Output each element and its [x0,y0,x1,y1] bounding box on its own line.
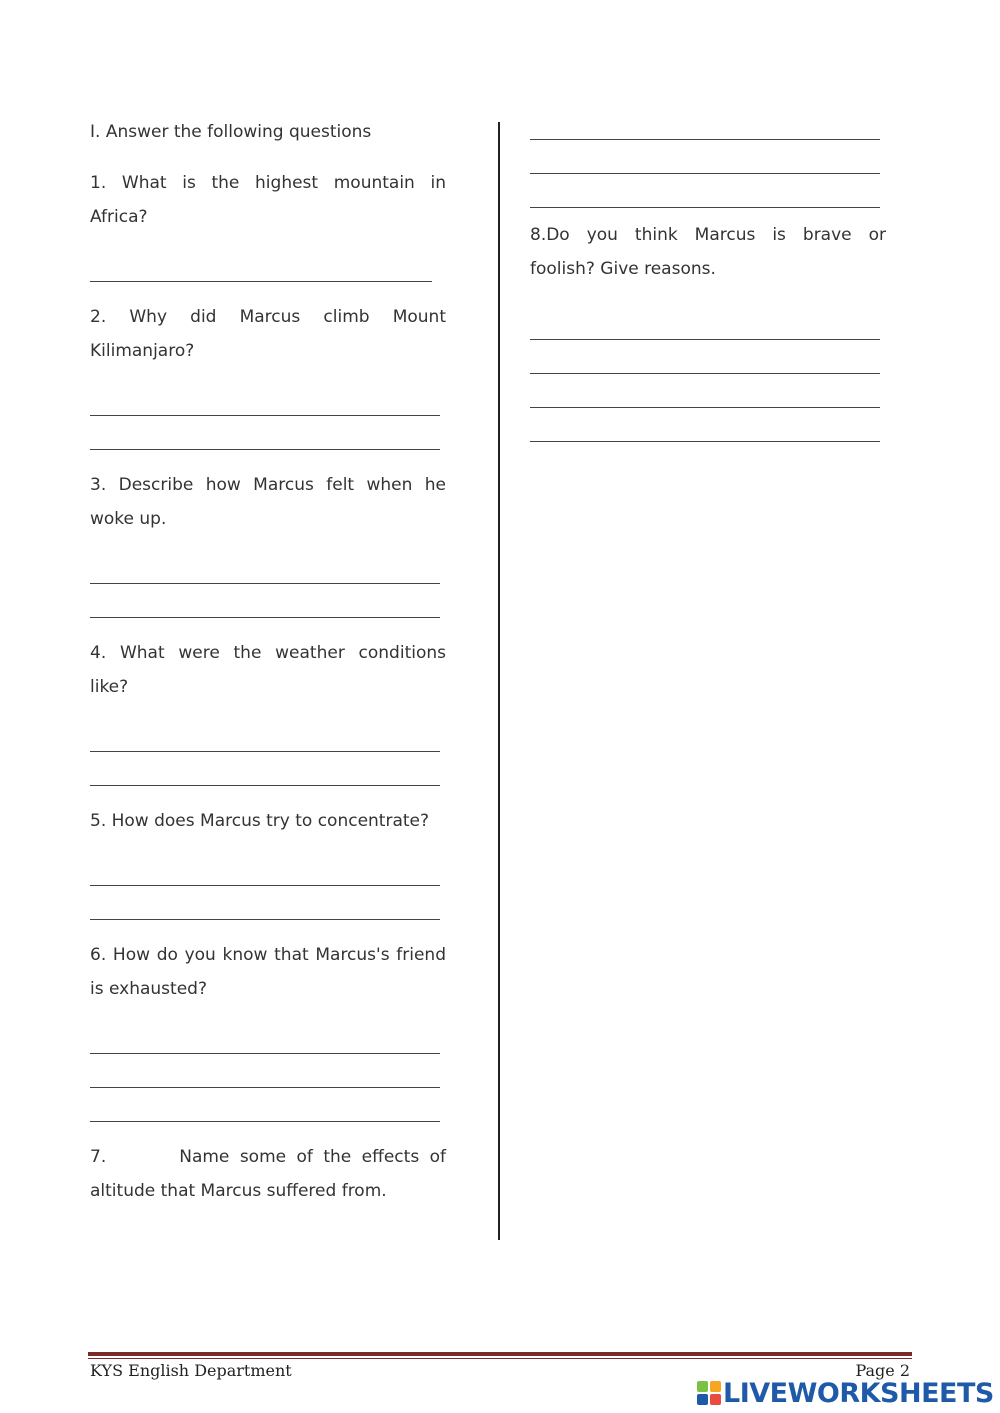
answer-block-7 [530,106,886,208]
answer-line[interactable] [90,416,440,450]
answer-line[interactable] [530,106,880,140]
left-column [90,118,452,1208]
answer-line[interactable] [90,1088,440,1122]
answer-line[interactable] [90,752,440,786]
answer-line[interactable] [90,718,440,752]
answer-line[interactable] [90,886,440,920]
question-5: 5. How does Marcus try to concentrate? [90,811,430,831]
answer-block-3 [90,550,446,618]
answer-block-5 [90,852,446,920]
answer-line[interactable] [90,584,440,618]
answer-line[interactable] [90,852,440,886]
column-divider [498,122,500,1240]
footer-department: KYS English Department [90,1361,292,1380]
answer-line[interactable] [90,248,432,282]
answer-line[interactable] [530,374,880,408]
answer-line[interactable] [530,140,880,174]
answer-line[interactable] [90,1054,440,1088]
section-heading: I. Answer the following questions [90,122,372,142]
answer-line[interactable] [90,1020,440,1054]
answer-block-6 [90,1020,446,1122]
right-column [530,118,886,460]
question-3: 3. Describe how Marcus felt when he woke up. [90,475,446,529]
question-7: 7. Name some of the effects of altitude that Marcus suffered from. [90,1147,452,1201]
logo-text: LIVEWORKSHEETS [723,1377,994,1409]
question-4: 4. What were the weather conditions like? [90,643,446,697]
answer-line[interactable] [530,408,880,442]
liveworksheets-logo-icon [697,1381,721,1405]
footer-page-number: Page 2 [855,1361,910,1380]
answer-block-1 [90,248,446,282]
answer-line[interactable] [90,382,440,416]
footer-rule-thin [88,1358,912,1359]
answer-block-8 [530,306,886,442]
answer-block-2 [90,382,446,450]
answer-block-4 [90,718,446,786]
question-2: 2. Why did Marcus climb Mount Kilimanjaro? [90,307,446,361]
answer-line[interactable] [90,550,440,584]
answer-line[interactable] [530,174,880,208]
question-1: 1. What is the highest mountain in Africa? [90,173,446,227]
answer-line[interactable] [530,340,880,374]
question-6: 6. How do you know that Marcus's friend is exhausted? [90,945,446,999]
liveworksheets-logo[interactable] [697,1378,994,1408]
answer-line[interactable] [530,306,880,340]
question-8: 8.Do you think Marcus is brave or foolish? Give reasons. [530,225,886,279]
footer-rule [88,1352,912,1356]
